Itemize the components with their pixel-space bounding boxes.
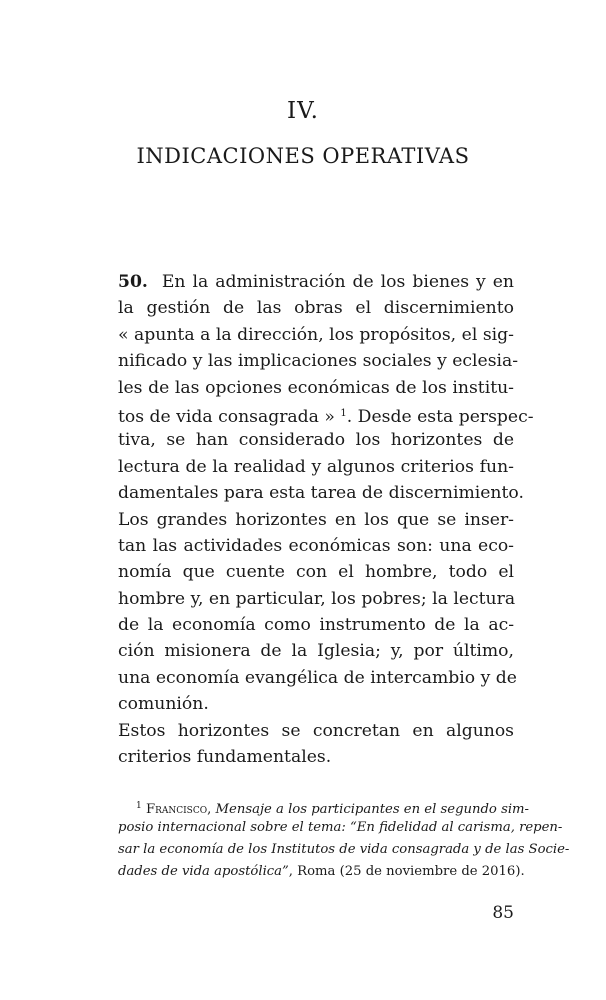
paragraph-line: de la economía como instrumento de la ac- (118, 615, 514, 636)
paragraph-line: « apunta a la dirección, los propósitos, el sig- (118, 324, 514, 345)
footnote-line: dades de vida apostólica”, Roma (25 de noviembre de 2016). (118, 864, 525, 879)
paragraph-line: tan las actividades económicas son: una eco- (118, 535, 514, 556)
footnote-line: sar la economía de los Institutos de vida consagrada y de las Socie- (118, 842, 570, 857)
paragraph-line: comunión. (118, 694, 209, 715)
paragraph-line: 50. En la administración de los bienes y en (118, 272, 514, 292)
paragraph-line: nificado y las implicaciones sociales y eclesia- (118, 351, 519, 372)
paragraph-line: tos de vida consagrada » $^1$. Desde esta perspec- (118, 406, 534, 427)
paragraph-line: ción misionera de la Iglesia; y, por último, (118, 641, 514, 662)
page-number: 85 (492, 903, 514, 923)
body-text (118, 269, 534, 770)
paragraph-line: una economía evangélica de intercambio y de (118, 667, 517, 688)
footnote-author: Francisco (145, 802, 208, 817)
paragraph-line: criterios fundamentales. (118, 747, 332, 768)
paragraph-line: lectura de la realidad y algunos criterios fun- (118, 456, 514, 477)
paragraph-line: Estos horizontes se concretan en algunos (118, 720, 514, 741)
footnote-line: posio internacional sobre el tema: “En fidelidad al carisma, repen- (118, 820, 563, 835)
paragraph-line: les de las opciones económicas de los institu- (118, 377, 514, 398)
footnote-line: $^1$ Francisco, Mensaje a los participantes en el segundo sim- (136, 801, 530, 817)
paragraph-line: Los grandes horizontes en los que se inser- (118, 509, 514, 530)
footnote-marker: 1 (136, 801, 142, 811)
paragraph-line: la gestión de las obras el discernimiento (118, 298, 514, 319)
paragraph-line: nomía que cuente con el hombre, todo el (118, 562, 514, 583)
chapter-title: INDICACIONES OPERATIVAS (136, 144, 470, 168)
chapter-number: IV. (287, 98, 319, 124)
paragraph-number: 50. (118, 272, 148, 292)
paragraph-line: hombre y, en particular, los pobres; la lectura (118, 588, 516, 609)
footnote-reference[interactable]: 1 (340, 407, 347, 419)
footnote (118, 795, 570, 883)
paragraph-line: damentales para esta tarea de discernimiento. (118, 483, 524, 504)
paragraph-line: tiva, se han considerado los horizontes de (118, 430, 514, 451)
